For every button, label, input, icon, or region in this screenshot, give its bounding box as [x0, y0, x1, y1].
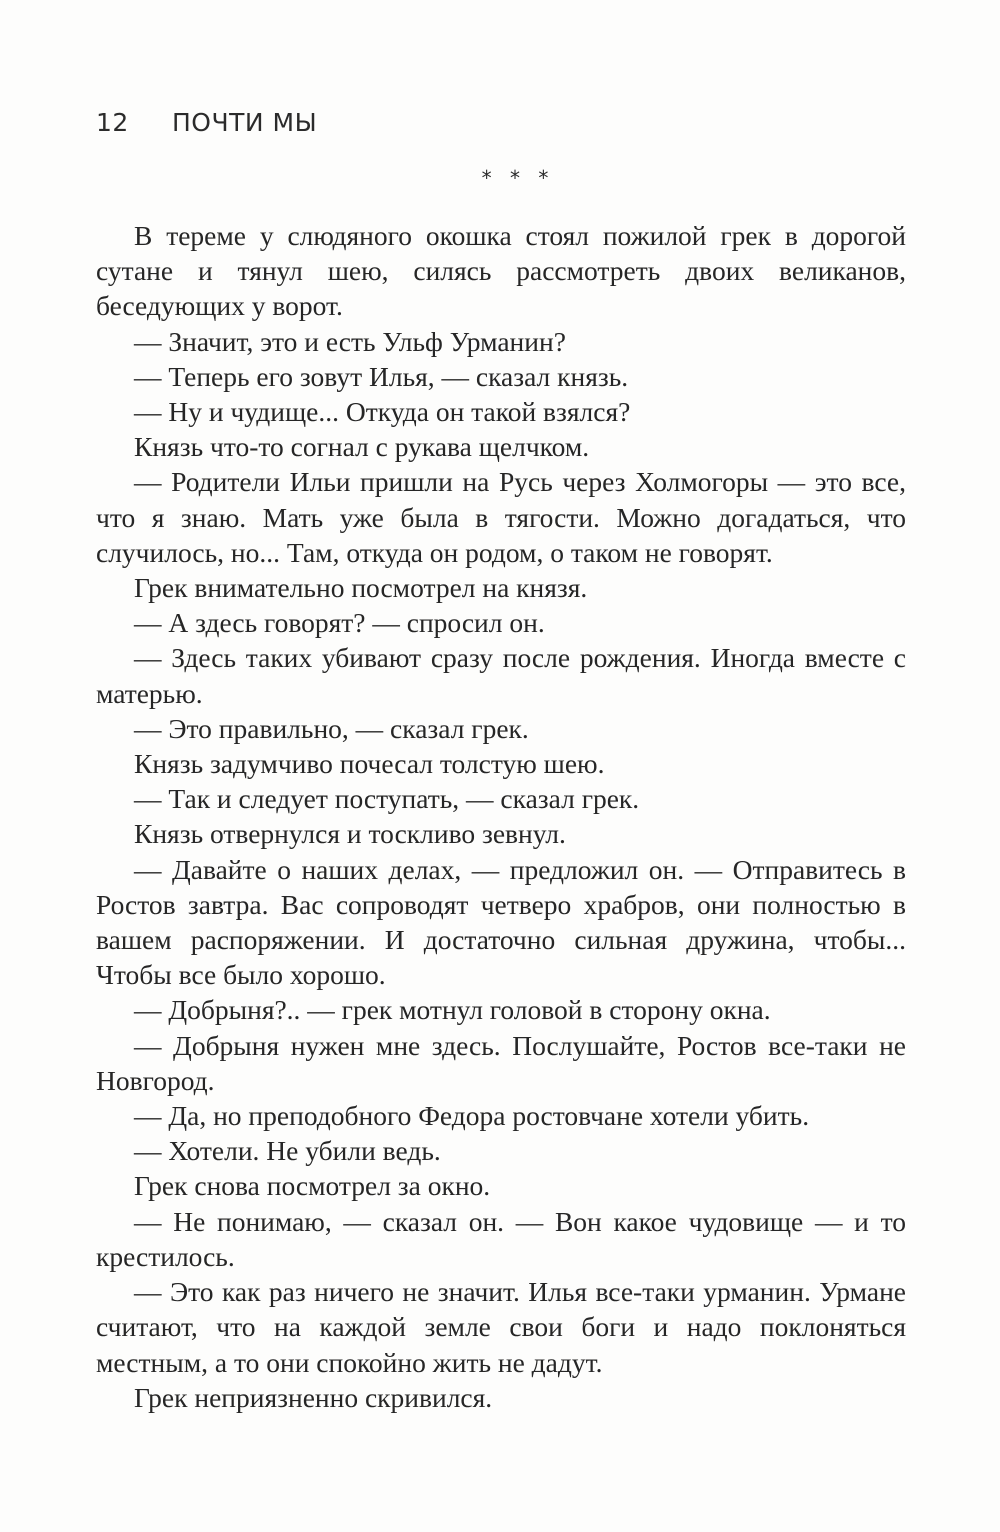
paragraph: — Это правильно, — сказал грек. [134, 712, 529, 744]
paragraph: — Здесь таких убивают сразу после рождения. Иногда вместе с матерью. [96, 642, 906, 709]
paragraph: — Это как раз ничего не значит. Илья все-таки урманин. Урмане считают, что на каждой земле свои боги и надо поклоняться местным, а то они спокойно жить не дадут. [96, 1276, 906, 1378]
paragraph: Князь что-то согнал с рукава щелчком. [134, 431, 590, 463]
paragraph: — Да, но преподобного Федора ростовчане хотели убить. [134, 1100, 810, 1132]
paragraph: — Не понимаю, — сказал он. — Вон какое чудовище — и то крестилось. [96, 1205, 906, 1272]
paragraph: В тереме у слюдяного окошка стоял пожилой грек в дорогой сутане и тянул шею, силясь рассмотреть двоих великанов, беседующих у ворот. [96, 220, 906, 322]
paragraph: — Давайте о наших делах, — предложил он. — Отправитесь в Ростов завтра. Вас сопроводят четверо храбров, они полностью в вашем распоряжении. И достаточно сильная дружина, чтобы... Чтобы все было хорошо. [96, 853, 906, 991]
paragraph: — Теперь его зовут Илья, — сказал князь. [134, 360, 629, 392]
paragraph: Грек снова посмотрел за окно. [134, 1170, 491, 1202]
page-number: 12 [96, 108, 129, 137]
paragraph: — Ну и чудище... Откуда он такой взялся? [134, 396, 631, 428]
body-text [96, 218, 906, 1415]
paragraph: — А здесь говорят? — спросил он. [134, 607, 545, 639]
paragraph: — Добрыня?.. — грек мотнул головой в сторону окна. [134, 994, 771, 1026]
paragraph: — Значит, это и есть Ульф Урманин? [134, 325, 566, 357]
paragraph: — Хотели. Не убили ведь. [134, 1135, 441, 1167]
paragraph: — Родители Ильи пришли на Русь через Холмогоры — это все, что я знаю. Мать уже была в тягости. Можно догадаться, что случилось, но... Там, откуда он родом, о таком не говорят. [96, 466, 906, 568]
paragraph: Грек внимательно посмотрел на князя. [134, 572, 588, 604]
paragraph: Князь задумчиво почесал толстую шею. [134, 748, 605, 780]
running-head [96, 108, 317, 137]
section-separator: * * * [481, 166, 555, 190]
paragraph: Князь отвернулся и тоскливо зевнул. [134, 818, 566, 850]
book-title: ПОЧТИ МЫ [172, 108, 318, 137]
paragraph: — Добрыня нужен мне здесь. Послушайте, Ростов все-таки не Новгород. [96, 1029, 906, 1096]
paragraph: Грек неприязненно скривился. [134, 1381, 493, 1413]
paragraph: — Так и следует поступать, — сказал грек. [134, 783, 640, 815]
